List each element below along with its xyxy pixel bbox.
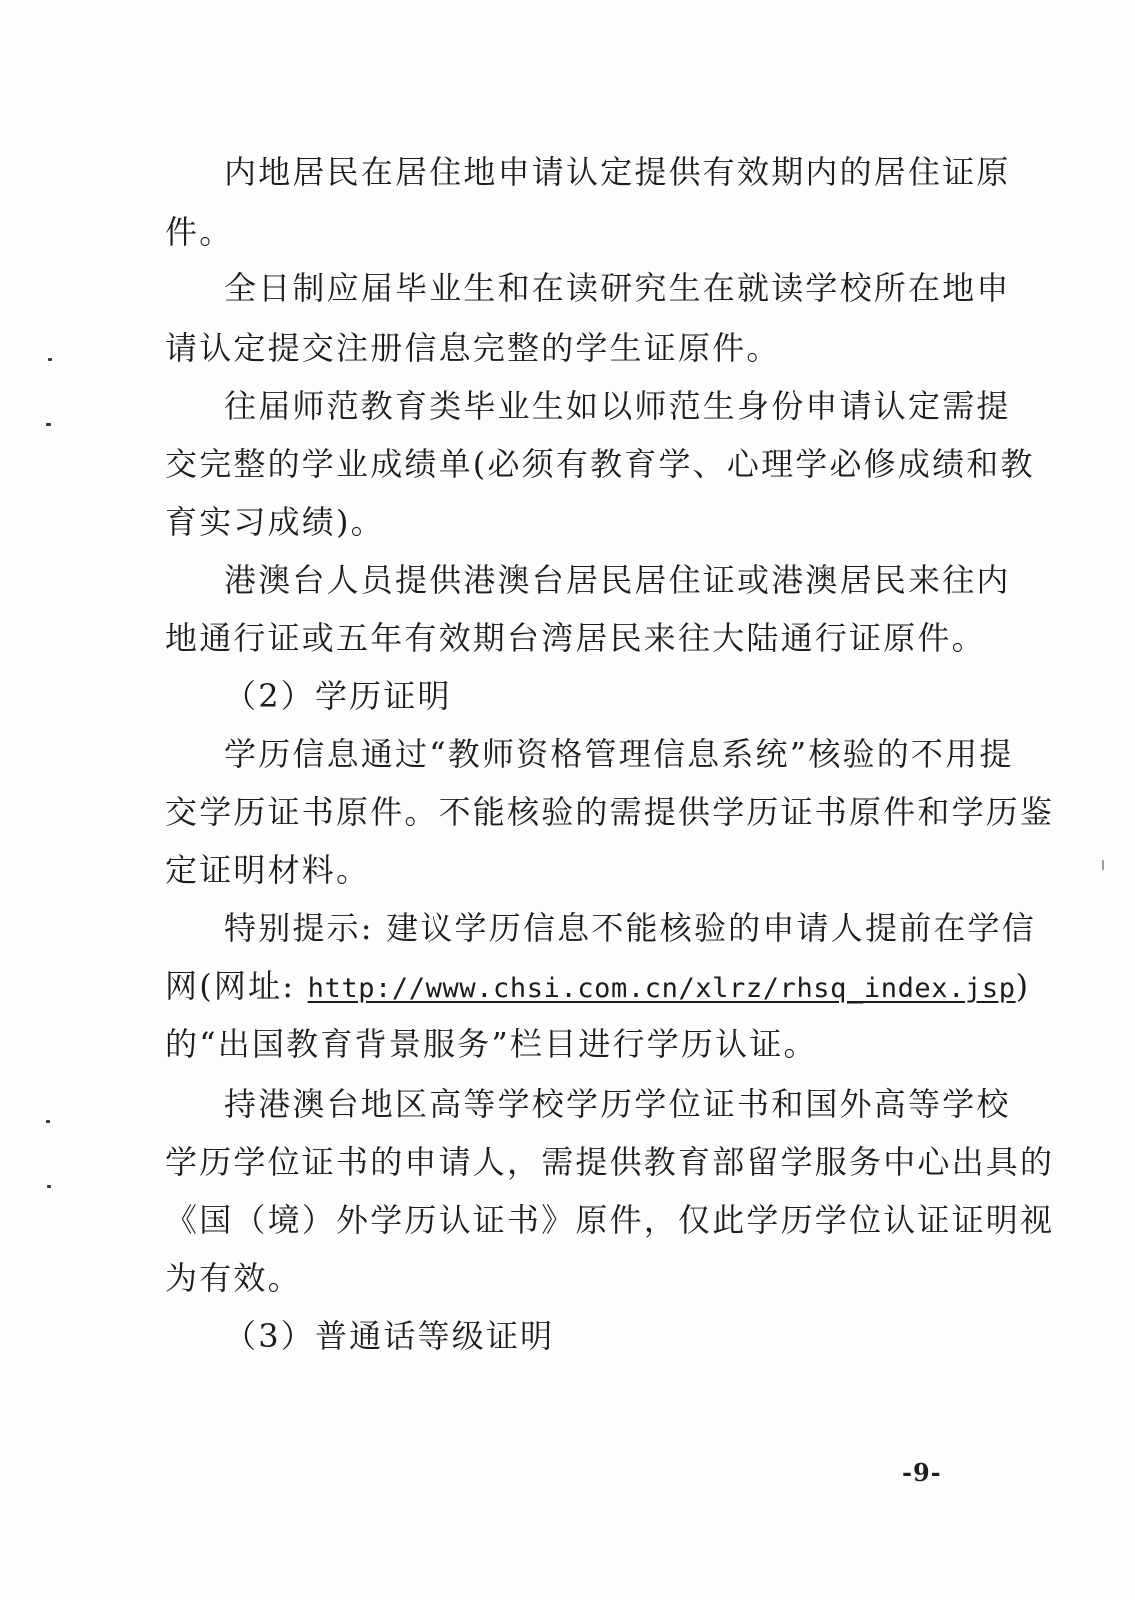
- paragraph-line: 件。: [165, 213, 234, 251]
- url-suffix: ): [1015, 967, 1031, 1005]
- paragraph-line: 请认定提交注册信息完整的学生证原件。: [165, 329, 781, 367]
- paragraph-line: 全日制应届毕业生和在读研究生在就读学校所在地申: [224, 269, 1011, 307]
- paragraph-line: 的“出国教育背景服务”栏目进行学历认证。: [165, 1025, 818, 1063]
- url-prefix: 网(网址:: [165, 967, 308, 1005]
- paragraph-line: 交学历证书原件。不能核验的需提供学历证书原件和学历鉴: [165, 793, 1055, 831]
- paragraph-line: 交完整的学业成绩单(必须有教育学、心理学必修成绩和教: [165, 445, 1035, 483]
- paragraph-line: 持港澳台地区高等学校学历学位证书和国外高等学校: [224, 1085, 1011, 1123]
- paragraph-line: 育实习成绩)。: [165, 503, 385, 541]
- scan-speck: [46, 1120, 50, 1123]
- chsi-link[interactable]: http://www.chsi.com.cn/xlrz/rhsq_index.jsp: [307, 973, 1016, 1004]
- paragraph-line: 学历学位证书的申请人，需提供教育部留学服务中心出具的: [165, 1143, 1055, 1181]
- paragraph-line: 学历信息通过“教师资格管理信息系统”核验的不用提: [224, 735, 1014, 773]
- section-heading: （2）学历证明: [224, 677, 452, 715]
- page-number: -9-: [902, 1458, 942, 1487]
- scan-speck: [46, 423, 51, 426]
- paragraph-line: 定证明材料。: [165, 851, 371, 889]
- url-line: [165, 966, 1030, 1006]
- paragraph-line: 往届师范教育类毕业生如以师范生身份申请认定需提: [224, 387, 1011, 425]
- paragraph-line: 港澳台人员提供港澳台居民居住证或港澳居民来往内: [224, 561, 1011, 599]
- paragraph-line: 《国（境）外学历认证书》原件，仅此学历学位认证证明视: [165, 1201, 1055, 1239]
- paragraph-line: 特别提示: 建议学历信息不能核验的申请人提前在学信: [224, 909, 1036, 947]
- scan-speck: [47, 1185, 51, 1188]
- scan-speck: [48, 358, 52, 361]
- paragraph-line: 为有效。: [165, 1259, 302, 1297]
- scan-speck: [1102, 860, 1104, 870]
- paragraph-line: 内地居民在居住地申请认定提供有效期内的居住证原: [224, 153, 1011, 191]
- section-heading: （3）普通话等级证明: [224, 1317, 555, 1355]
- paragraph-line: 地通行证或五年有效期台湾居民来往大陆通行证原件。: [165, 619, 986, 657]
